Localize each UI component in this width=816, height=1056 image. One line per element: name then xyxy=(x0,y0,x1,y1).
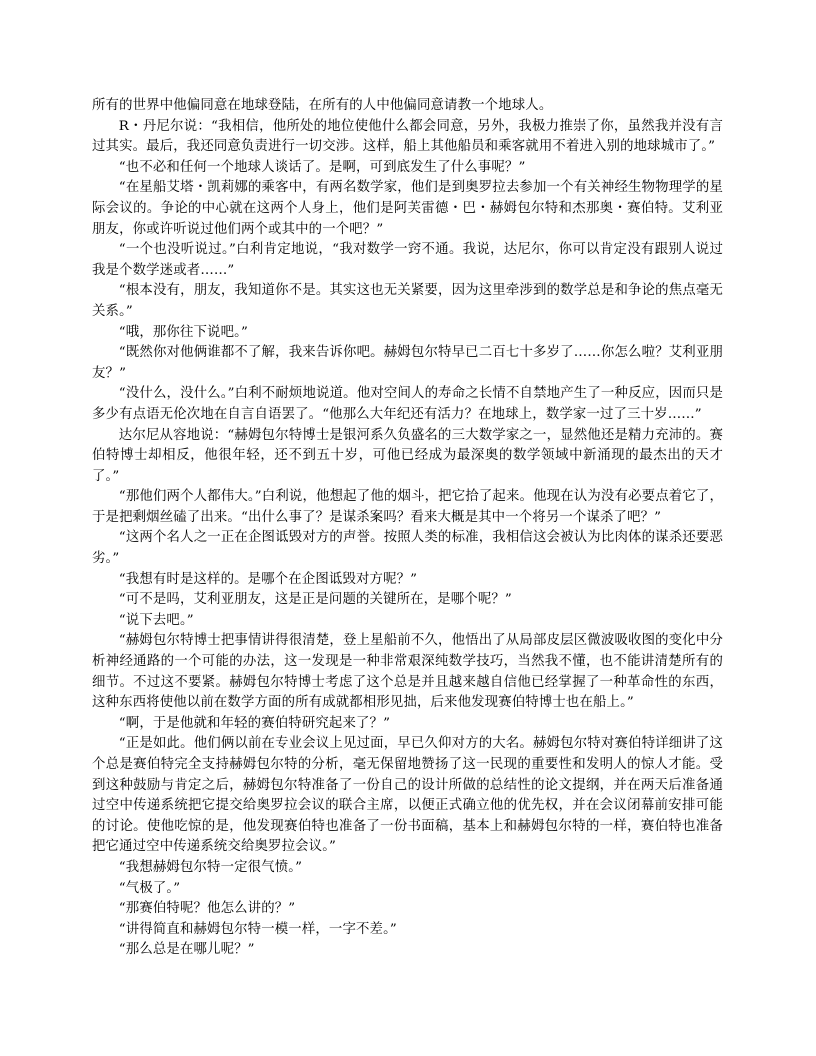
paragraph: “啊，于是他就和年轻的赛伯特研究起来了？” xyxy=(118,715,391,731)
paragraph: “既然你对他俩谁都不了解，我来告诉你吧。赫姆包尔特早已二百七十多岁了……你怎么啦？艾利亚朋友？” xyxy=(92,345,723,381)
paragraph: “正是如此。他们俩以前在专业会议上见过面，早已久仰对方的大名。赫姆包尔特对赛伯特详细讲了这个总是赛伯特完全支持赫姆包尔特的分析，毫无保留地赞扬了这一民现的重要性和发明人的惊人才能。受到这种鼓励与肯定之后，赫姆包尔特准备了一份自己的设计所做的总结性的论文提纲，并在两天后准备通过空中传递系统把它提交给奥罗拉会议的联合主席，以便正式确立他的优先权，并在会议闭幕前安排可能的讨论。使他吃惊的是，他发现赛伯特也准备了一份书面稿，基本上和赫姆包尔特的一样，赛伯特也准备把它通过空中传递系统交给奥罗拉会议。” xyxy=(92,736,723,855)
paragraph: “没什么，没什么。”白利不耐烦地说道。他对空间人的寿命之长情不自禁地产生了一种反应，因而只是多少有点语无伦次地在自言自语罢了。“他那么大年纪还有活力？在地球上，数学家一过了三十岁……” xyxy=(92,386,723,422)
paragraph: R・丹尼尔说：“我相信，他所处的地位使他什么都会同意，另外，我极力推崇了你，虽然我并没有言过其实。最后，我还同意负责进行一切交涉。这样，船上其他船员和乘客就用不着进入别的地球城市了。” xyxy=(92,118,723,155)
paragraph: “那他们两个人都伟大。”白利说，他想起了他的烟斗，把它拾了起来。他现在认为没有必要点着它了，于是把剩烟丝磕了出来。“出什么事了？是谋杀案吗？看来大概是其中一个将另一个谋杀了吧？” xyxy=(92,489,723,525)
paragraph: “气极了。” xyxy=(118,880,181,896)
paragraph: “那赛伯特呢？他怎么讲的？” xyxy=(118,901,296,917)
paragraph: 达尔尼从容地说：“赫姆包尔特博士是银河系久负盛名的三大数学家之一，显然他还是精力充沛的。赛伯特博士却相反，他很年轻，还不到五十岁，可他已经成为最深奥的数学领域中新涌现的最杰出的天才了。” xyxy=(92,427,723,484)
paragraph: “哦，那你往下说吧。” xyxy=(118,324,248,340)
paragraph: “那么总是在哪儿呢？” xyxy=(118,942,255,958)
paragraph: 所有的世界中他偏同意在地球登陆，在所有的人中他偏同意请教一个地球人。 xyxy=(92,98,553,113)
paragraph: “我想赫姆包尔特一定很气愤。” xyxy=(118,859,303,875)
paragraph: “讲得简直和赫姆包尔特一模一样，一字不差。” xyxy=(118,921,397,937)
paragraph: “赫姆包尔特博士把事情讲得很清楚，登上星船前不久，他悟出了从局部皮层区微波吸收图的变化中分析神经通路的一个可能的办法，这一发现是一种非常艰深纯数学技巧，当然我不懂，也不能讲清楚所有的细节。不过这不要紧。赫姆包尔特博士考虑了这个总是并且越来越自信他已经掌握了一种革命性的东西，这种东西将使他以前在数学方面的所有成就都相形见拙，后来他发现赛伯特博士也在船上。” xyxy=(92,633,723,711)
paragraph: “一个也没听说过。”白利肯定地说，“我对数学一窍不通。我说，达尼尔，你可以肯定没有跟别人说过我是个数学迷或者……” xyxy=(92,242,723,278)
paragraph: “这两个名人之一正在企图诋毁对方的声誉。按照人类的标准，我相信这会被认为比肉体的谋杀还要恶劣。” xyxy=(92,530,723,567)
paragraph: “在星船艾塔・凯莉娜的乘客中，有两名数学家，他们是到奥罗拉去参加一个有关神经生物物理学的星际会议的。争论的中心就在这两个人身上，他们是阿芙雷德・巴・赫姆包尔特和杰那奥・赛伯特。艾利亚朋友，你或许听说过他们两个或其中的一个吧？” xyxy=(92,180,723,237)
paragraph: “根本没有，朋友，我知道你不是。其实这也无关紧要，因为这里牵涉到的数学总是和争论的焦点毫无关系。” xyxy=(92,283,723,319)
paragraph: “说下去吧。” xyxy=(118,612,194,628)
paragraph: “我想有时是这样的。是哪个在企图诋毁对方呢？” xyxy=(118,571,418,587)
paragraph: “可不是吗，艾利亚朋友，这是正是问题的关键所在，是哪个呢？” xyxy=(118,592,512,608)
paragraph: “也不必和任何一个地球人谈话了。是啊，可到底发生了什么事呢？” xyxy=(118,159,526,175)
document-page xyxy=(92,96,723,961)
